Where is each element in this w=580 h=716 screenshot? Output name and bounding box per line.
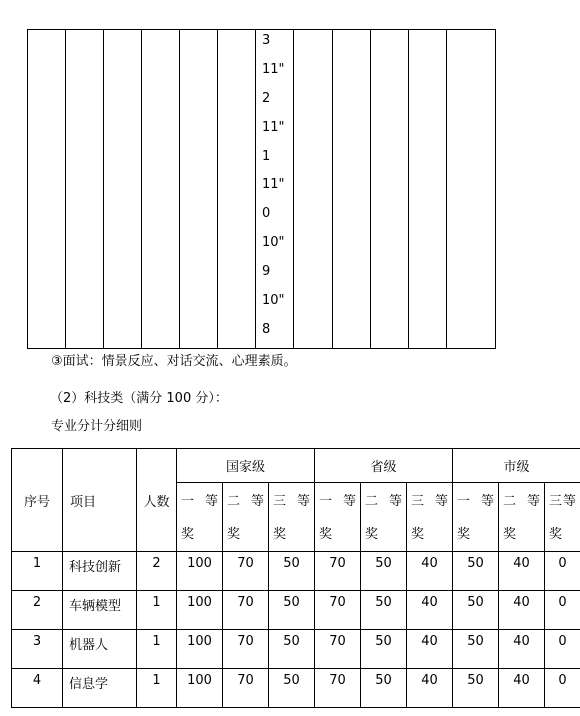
rank-word: 等	[297, 494, 311, 509]
row-item: 车辆模型	[63, 591, 137, 630]
rank-word: 三	[411, 494, 425, 509]
rank-word: 等	[343, 494, 357, 509]
score-cell: 0	[545, 669, 580, 708]
top-table-cell	[180, 30, 218, 349]
score-cell: 40	[407, 669, 453, 708]
rank-word: 等	[389, 494, 403, 509]
rank-word: 等	[527, 494, 541, 509]
top-table-cell	[294, 30, 333, 349]
score-cell: 0	[545, 552, 580, 591]
row-count: 1	[137, 669, 177, 708]
header-rank-first	[315, 483, 361, 552]
row-count: 1	[137, 630, 177, 669]
score-cell: 50	[361, 630, 407, 669]
header-group-national: 国家级	[177, 449, 315, 483]
top-table-cell	[28, 30, 66, 349]
row-index: 2	[12, 591, 63, 630]
rank-word: 二	[365, 494, 379, 509]
row-index: 3	[12, 630, 63, 669]
top-fragment-table	[27, 29, 496, 349]
stacked-line: 3	[262, 33, 271, 48]
score-cell: 50	[269, 669, 315, 708]
header-rank-second	[223, 483, 269, 552]
score-cell: 40	[407, 552, 453, 591]
header-rank-first	[453, 483, 499, 552]
score-cell: 100	[177, 630, 223, 669]
rank-word: 等	[481, 494, 495, 509]
score-cell: 100	[177, 591, 223, 630]
table-row	[12, 669, 580, 708]
stacked-line: 1	[262, 148, 271, 164]
score-cell: 100	[177, 669, 223, 708]
score-cell: 0	[545, 630, 580, 669]
stacked-line: 10"	[262, 235, 285, 251]
score-cell: 40	[407, 630, 453, 669]
header-rank-third	[545, 483, 580, 552]
table-row	[12, 630, 580, 669]
header-group-city: 市级	[453, 449, 580, 483]
score-cell: 40	[407, 591, 453, 630]
header-group-provincial: 省级	[315, 449, 453, 483]
score-cell: 100	[177, 552, 223, 591]
header-rank-first	[177, 483, 223, 552]
rank-word: 等	[204, 494, 218, 509]
rank-word: 三	[273, 494, 287, 509]
top-table-cell	[218, 30, 256, 349]
rank-word: 奖	[181, 527, 195, 542]
row-item: 信息学	[63, 669, 137, 708]
interview-note: ③面试：情景反应、对话交流、心理素质。	[51, 354, 297, 369]
rank-word: 奖	[411, 527, 425, 542]
score-cell: 50	[453, 669, 499, 708]
stacked-line: 10"	[262, 293, 285, 309]
score-table-header-row	[12, 449, 580, 483]
score-table	[11, 448, 580, 708]
header-rank-third	[407, 483, 453, 552]
row-item: 机器人	[63, 630, 137, 669]
score-cell: 50	[269, 552, 315, 591]
stacked-line: 8	[262, 321, 271, 337]
rank-word: 三	[549, 494, 563, 509]
top-table-cell	[142, 30, 180, 349]
score-cell: 50	[453, 552, 499, 591]
rank-word: 一	[457, 494, 471, 509]
score-cell: 50	[269, 630, 315, 669]
stacked-line: 11"	[262, 119, 285, 135]
top-table-cell	[371, 30, 409, 349]
rank-word: 奖	[549, 527, 563, 542]
row-count: 2	[137, 552, 177, 591]
row-item: 科技创新	[63, 552, 137, 591]
top-table-cell	[409, 30, 447, 349]
score-cell: 40	[499, 630, 545, 669]
score-cell: 70	[223, 669, 269, 708]
rank-word: 奖	[365, 527, 379, 542]
score-cell: 70	[315, 669, 361, 708]
header-rank-third	[269, 483, 315, 552]
score-cell: 50	[269, 591, 315, 630]
score-cell: 70	[315, 591, 361, 630]
row-index: 1	[12, 552, 63, 591]
score-cell: 70	[315, 552, 361, 591]
stacked-line: 11"	[262, 177, 285, 193]
stacked-text-cell	[256, 30, 294, 349]
rank-word: 等	[563, 494, 577, 509]
score-cell: 50	[453, 591, 499, 630]
score-cell: 70	[315, 630, 361, 669]
score-cell: 50	[361, 669, 407, 708]
header-rank-second	[499, 483, 545, 552]
table-row	[12, 591, 580, 630]
top-table-cell	[104, 30, 142, 349]
header-rank-second	[361, 483, 407, 552]
score-cell: 70	[223, 591, 269, 630]
stacked-line: 2	[262, 90, 271, 106]
stacked-line: 11"	[262, 61, 285, 77]
section-subheading: 专业分计分细则	[51, 419, 143, 434]
row-index: 4	[12, 669, 63, 708]
stacked-line: 9	[262, 264, 271, 280]
row-count: 1	[137, 591, 177, 630]
top-table-cell	[333, 30, 371, 349]
score-cell: 40	[499, 552, 545, 591]
rank-word: 一	[181, 494, 195, 509]
top-table-cell	[447, 30, 496, 349]
header-index: 序号	[12, 449, 63, 552]
score-cell: 70	[223, 552, 269, 591]
score-cell: 50	[453, 630, 499, 669]
rank-word: 奖	[319, 527, 333, 542]
score-cell: 70	[223, 630, 269, 669]
score-cell: 40	[499, 591, 545, 630]
score-cell: 0	[545, 591, 580, 630]
header-count: 人数	[137, 449, 177, 552]
rank-word: 二	[227, 494, 241, 509]
rank-word: 奖	[457, 527, 471, 542]
section-heading: （2）科技类（满分 100 分）：	[50, 391, 228, 406]
stacked-line: 0	[262, 206, 271, 222]
rank-word: 奖	[273, 527, 287, 542]
score-cell: 40	[499, 669, 545, 708]
rank-word: 二	[503, 494, 517, 509]
rank-word: 等	[435, 494, 449, 509]
top-table-row	[28, 30, 496, 349]
top-table-cell	[66, 30, 104, 349]
score-cell: 50	[361, 591, 407, 630]
rank-word: 等	[250, 494, 264, 509]
rank-word: 奖	[503, 527, 517, 542]
header-item: 项目	[63, 449, 137, 552]
score-cell: 50	[361, 552, 407, 591]
rank-word: 奖	[227, 527, 241, 542]
rank-word: 一	[319, 494, 333, 509]
table-row	[12, 552, 580, 591]
